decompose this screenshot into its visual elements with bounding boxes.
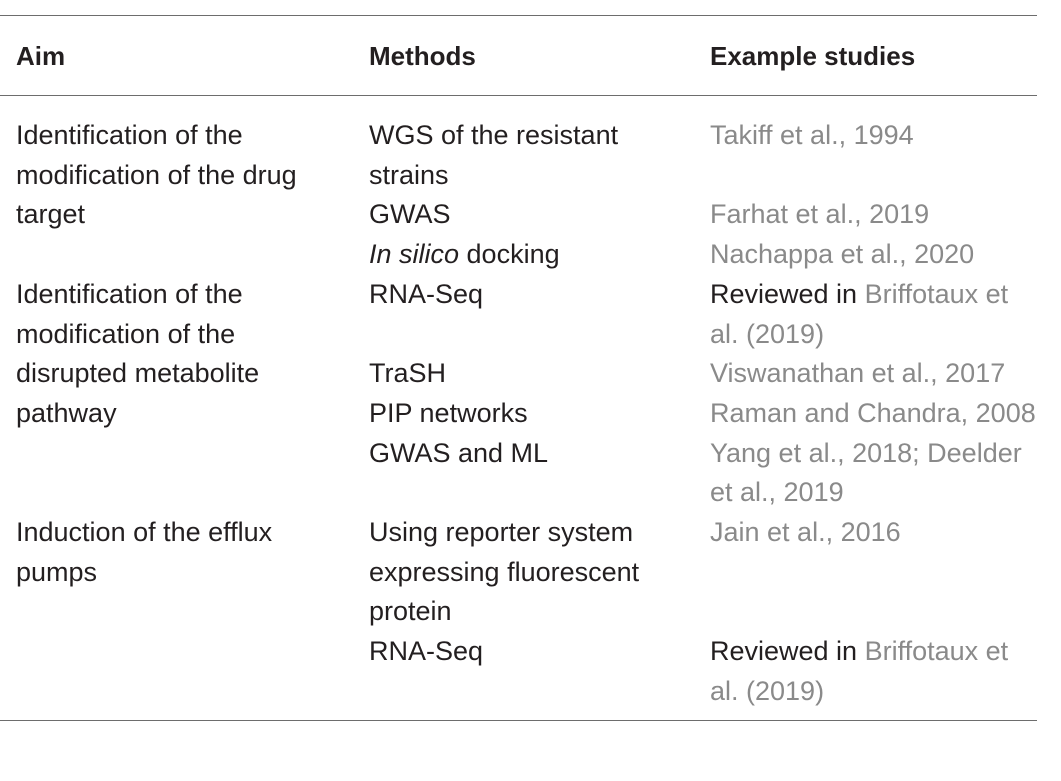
method-rest: docking — [459, 239, 560, 270]
study-cell[interactable]: Farhat et al., 2019 — [710, 199, 930, 230]
table-row — [354, 632, 1037, 711]
method-cell: PIP networks — [369, 397, 528, 428]
aim-cell: Identification of the modification of the drug target — [16, 120, 297, 230]
study-cell[interactable]: Raman and Chandra, 2008 — [710, 397, 1036, 428]
table-row — [354, 235, 1037, 275]
aim-cell: Induction of the efflux pumps — [16, 517, 273, 587]
table-group — [0, 513, 1037, 712]
study-link[interactable]: Briffotaux et al. (2019) — [710, 636, 1009, 706]
table-group — [0, 116, 1037, 275]
study-prefix: Reviewed in — [710, 636, 865, 667]
table-row — [354, 275, 1037, 354]
study-cell[interactable]: Jain et al., 2016 — [710, 517, 901, 548]
methods-table — [0, 15, 1037, 721]
aim-cell: Identification of the modification of the disrupted metabolite pathway — [16, 278, 260, 428]
table-row — [354, 195, 1037, 235]
method-cell: GWAS and ML — [369, 437, 549, 468]
table-row — [354, 354, 1037, 394]
table-group — [0, 275, 1037, 513]
method-cell: TraSH — [369, 358, 447, 389]
header-studies: Example studies — [710, 41, 916, 71]
method-italic: In silico — [369, 239, 460, 270]
table-row — [354, 116, 1037, 195]
study-link[interactable]: Briffotaux et al. (2019) — [710, 278, 1009, 349]
study-cell[interactable]: Takiff et al., 1994 — [710, 120, 914, 150]
study-cell[interactable]: Nachappa et al., 2020 — [710, 239, 975, 270]
method-cell: RNA-Seq — [369, 278, 484, 309]
study-cell[interactable]: Yang et al., 2018; Deelder et al., 2019 — [710, 437, 1022, 508]
table-row — [354, 434, 1037, 513]
table-body — [0, 96, 1037, 720]
method-cell: GWAS — [369, 199, 451, 230]
header-methods: Methods — [369, 41, 476, 71]
study-prefix: Reviewed in — [710, 278, 865, 309]
table-row — [354, 513, 1037, 632]
header-aim: Aim — [16, 41, 66, 71]
study-cell[interactable]: Viswanathan et al., 2017 — [710, 358, 1006, 389]
bottom-rule — [0, 720, 1037, 721]
table-header — [0, 16, 1037, 95]
study-cell — [695, 632, 1037, 711]
study-cell — [695, 275, 1037, 354]
method-cell: WGS of the resistant strains — [369, 120, 619, 190]
method-cell: RNA-Seq — [369, 636, 484, 667]
method-cell — [354, 235, 695, 275]
method-cell: Using reporter system expressing fluorescent protein — [369, 517, 640, 627]
table-row — [354, 394, 1037, 434]
